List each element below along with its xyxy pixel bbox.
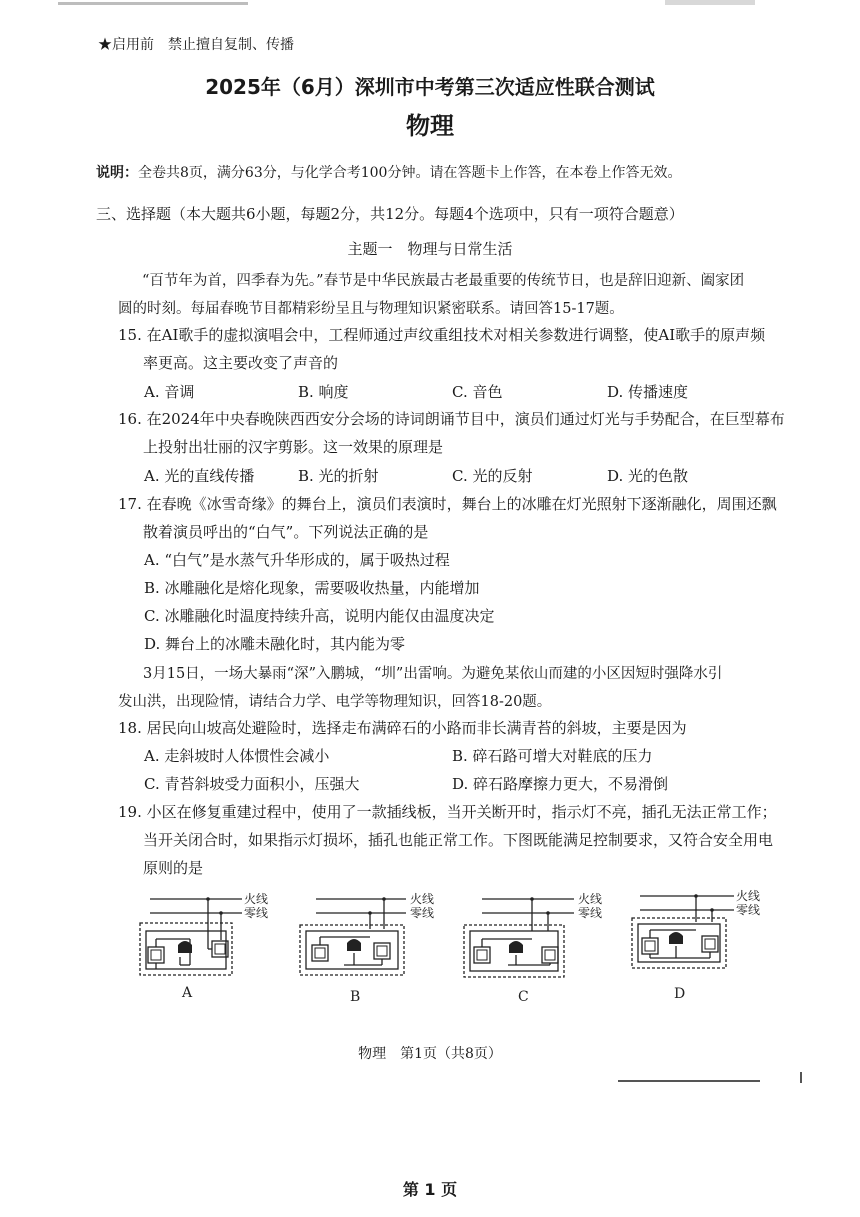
q17-option-a: A. “白气”是水蒸气升华形成的，属于吸热过程 — [144, 551, 450, 569]
neutral-wire-label: 零线 — [244, 906, 269, 920]
confidential-notice: ★启用前 禁止擅自复制、传播 — [98, 37, 294, 53]
scan-tick — [800, 1072, 802, 1083]
context-paragraph-line: 发山洪，出现险情，请结合力学、电学等物理知识，回答18-20题。 — [118, 694, 552, 710]
q17-option-c: C. 冰雕融化时温度持续升高，说明内能仅由温度决定 — [144, 607, 495, 625]
page-number: 第 1 页 — [402, 1180, 458, 1199]
exam-title: 2025年（6月）深圳市中考第三次适应性联合测试 — [205, 75, 655, 99]
instructions-text: 全卷共8页，满分63分，与化学合考100分钟。请在答题卡上作答，在本卷上作答无效。 — [138, 165, 682, 181]
circuit-label-c: C — [518, 989, 529, 1005]
circuit-diagram-c — [462, 885, 612, 1005]
question-15-text: 率更高。这主要改变了声音的 — [143, 354, 339, 372]
question-16-text: 16. 在2024年中央春晚陕西西安分会场的诗词朗诵节目中，演员们通过灯光与手势配合，在巨型幕布 — [118, 410, 785, 428]
question-19-text: 当开关闭合时，如果指示灯损坏，插孔也能正常工作。下图既能满足控制要求，又符合安全用电 — [143, 831, 774, 849]
q15-option-c: C. 音色 — [452, 383, 503, 401]
theme-intro-line: 圆的时刻。每届春晚节目都精彩纷呈且与物理知识紧密联系。请回答15-17题。 — [118, 301, 624, 317]
q16-option-a: A. 光的直线传播 — [144, 467, 255, 485]
theme-title: 主题一 物理与日常生活 — [347, 240, 513, 258]
q18-option-d: D. 碎石路摩擦力更大，不易滑倒 — [452, 775, 669, 793]
neutral-wire-label: 零线 — [578, 906, 603, 920]
q16-option-c: C. 光的反射 — [452, 467, 533, 485]
live-wire-label: 火线 — [244, 892, 269, 906]
exam-instructions — [96, 162, 681, 182]
scan-divider — [618, 1080, 760, 1082]
neutral-wire-label: 零线 — [410, 906, 435, 920]
q16-option-b: B. 光的折射 — [298, 467, 379, 485]
question-16-text: 上投射出壮丽的汉字剪影。这一效果的原理是 — [143, 438, 444, 456]
scan-corner-mark — [665, 0, 755, 5]
circuit-label-b: B — [350, 989, 361, 1005]
question-19-text: 19. 小区在修复重建过程中，使用了一款插线板，当开关断开时，指示灯不亮，插孔无法正常工作； — [118, 803, 777, 821]
neutral-wire-label: 零线 — [736, 903, 761, 917]
q18-option-b: B. 碎石路可增大对鞋底的压力 — [452, 747, 653, 765]
section-heading: 三、选择题（本大题共6小题，每题2分，共12分。每题4个选项中，只有一项符合题意） — [96, 205, 684, 223]
theme-intro-line: “百节年为首，四季春为先。”春节是中华民族最古老最重要的传统节日，也是辞旧迎新、阖家团 — [142, 273, 745, 289]
scan-edge-mark — [58, 2, 248, 5]
page-footer: 物理 第1页（共8页） — [358, 1046, 502, 1062]
live-wire-label: 火线 — [410, 892, 435, 906]
circuit-label-a: A — [182, 985, 193, 1001]
subject-title: 物理 — [406, 112, 454, 140]
circuit-label-d: D — [674, 986, 686, 1002]
question-15-text: 15. 在AI歌手的虚拟演唱会中，工程师通过声纹重组技术对相关参数进行调整，使AI歌手的原声频 — [118, 326, 766, 344]
circuit-diagram-d — [630, 880, 780, 1002]
circuit-diagram-a — [138, 885, 288, 1000]
question-18-text: 18. 居民向山坡高处避险时，选择走布满碎石的小路而非长满青苔的斜坡，主要是因为 — [118, 719, 687, 737]
question-19-text: 原则的是 — [143, 859, 204, 877]
circuit-diagram-b — [296, 885, 446, 1005]
question-17-text: 17. 在春晚《冰雪奇缘》的舞台上，演员们表演时，舞台上的冰雕在灯光照射下逐渐融化，周围还飘 — [118, 495, 777, 513]
q17-option-b: B. 冰雕融化是熔化现象，需要吸收热量，内能增加 — [144, 579, 480, 597]
q17-option-d: D. 舞台上的冰雕未融化时，其内能为零 — [144, 635, 406, 653]
live-wire-label: 火线 — [578, 892, 603, 906]
q16-option-d: D. 光的色散 — [607, 467, 689, 485]
q15-option-b: B. 响度 — [298, 383, 349, 401]
q15-option-d: D. 传播速度 — [607, 383, 689, 401]
live-wire-label: 火线 — [736, 889, 761, 903]
q18-option-a: A. 走斜坡时人体惯性会减小 — [144, 747, 330, 765]
context-paragraph-line: 3月15日，一场大暴雨“深”入鹏城，“圳”出雷响。为避免某依山而建的小区因短时强降水引 — [143, 666, 723, 682]
question-17-text: 散着演员呼出的“白气”。下列说法正确的是 — [143, 523, 429, 541]
q15-option-a: A. 音调 — [144, 383, 195, 401]
instructions-label: 说明： — [96, 165, 138, 181]
q18-option-c: C. 青苔斜坡受力面积小，压强大 — [144, 775, 360, 793]
